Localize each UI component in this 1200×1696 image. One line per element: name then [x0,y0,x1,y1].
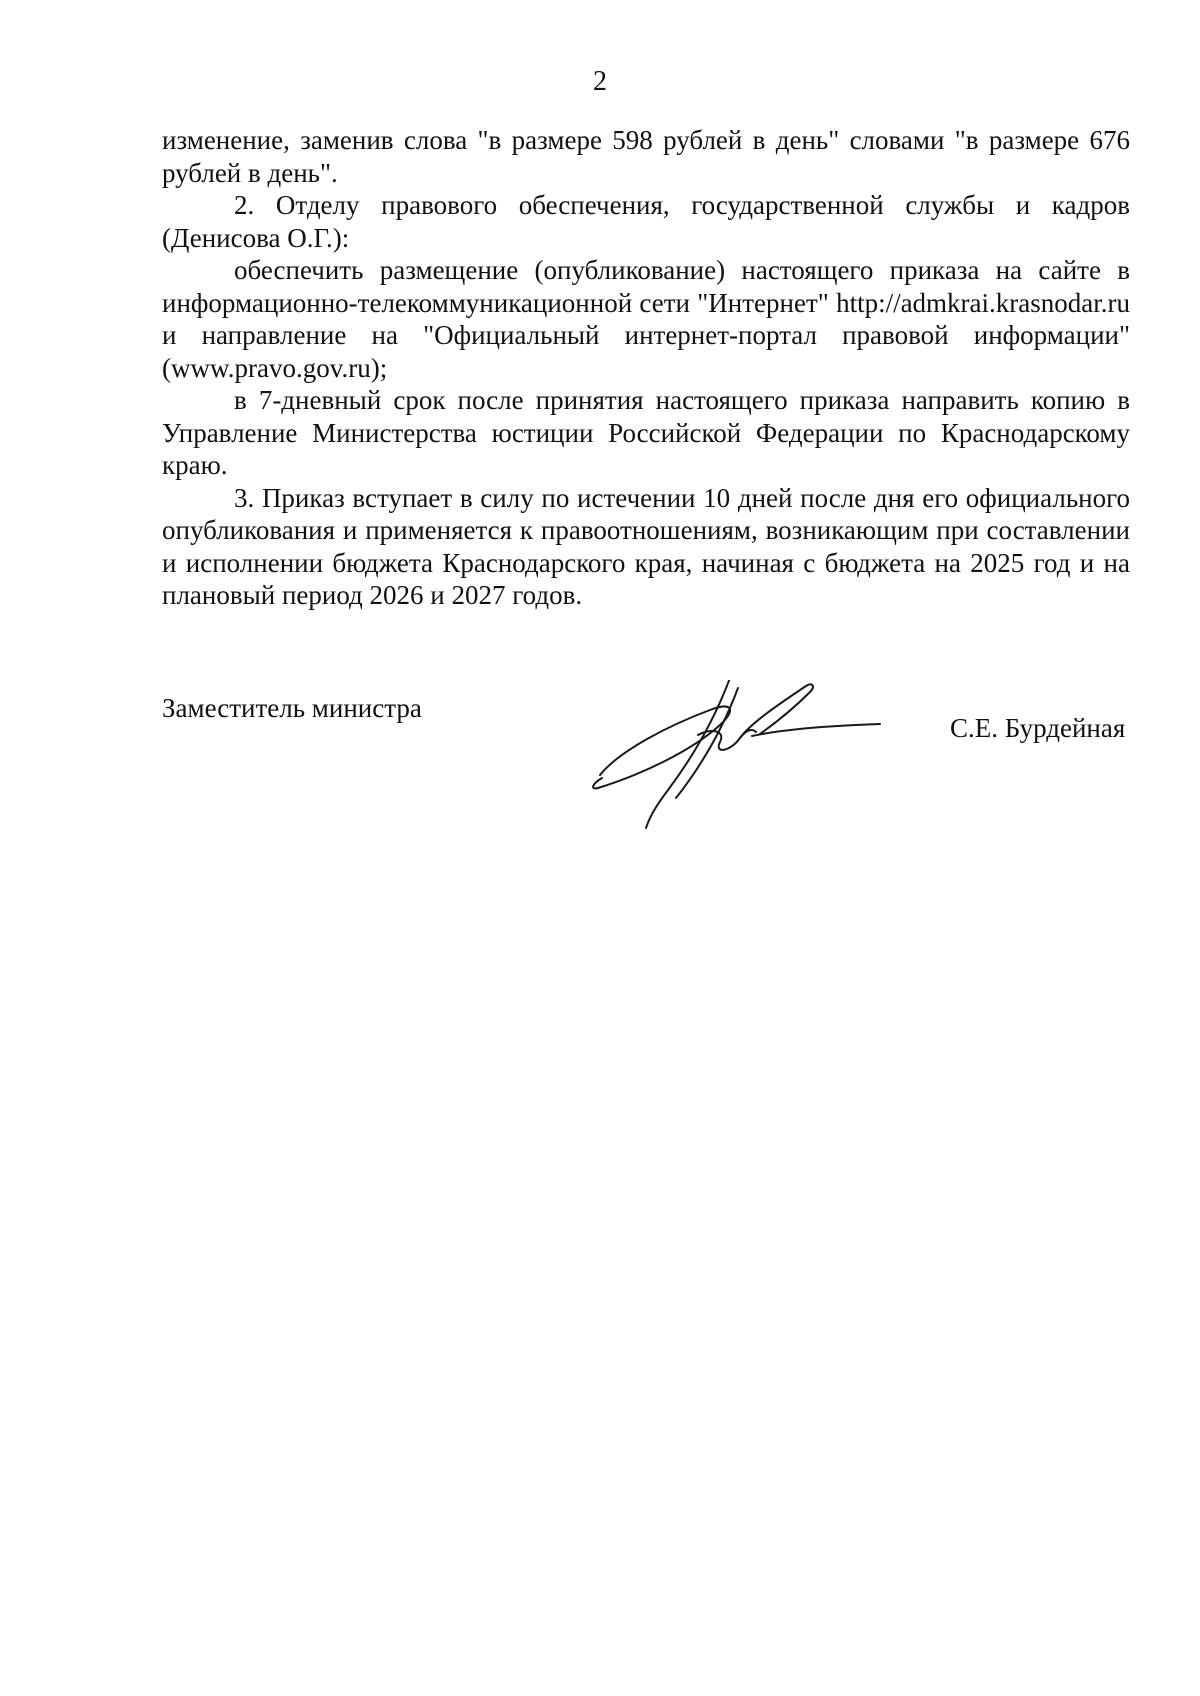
paragraph-publication: обеспечить размещение (опубликование) настоящего приказа на сайте в информационно-телекоммуникационной сети "Интернет" http://admkrai.krasnodar.ru и направление на "Официальный интернет-портал правовой информации" (www.pravo.gov.ru); [162,255,1130,383]
paragraph-continuation: изменение, заменив слова "в размере 598 рублей в день" словами "в размере 676 рублей в день". [162,125,1130,188]
paragraph-copy-submission: в 7-дневный срок после принятия настоящего приказа направить копию в Управление Министерства юстиции Российской Федерации по Краснодарскому краю. [162,385,1130,480]
paragraph-item-2: 2. Отделу правового обеспечения, государственной службы и кадров (Денисова О.Г.): [162,190,1130,253]
signatory-name: С.Е. Бурдейная [950,713,1126,743]
signature-block [0,680,1200,840]
paragraph-item-3: 3. Приказ вступает в силу по истечении 10 дней после дня его официального опубликования и применяется к правоотношениям, возникающим при составлении и исполнении бюджета Краснодарского края, начиная с бюджета на 2025 год и на плановый период 2026 и 2027 годов. [162,482,1130,610]
handwritten-signature-icon [580,680,910,840]
page-number: 2 [593,66,607,97]
signatory-position: Заместитель министра [162,693,422,723]
document-body [162,124,1130,612]
